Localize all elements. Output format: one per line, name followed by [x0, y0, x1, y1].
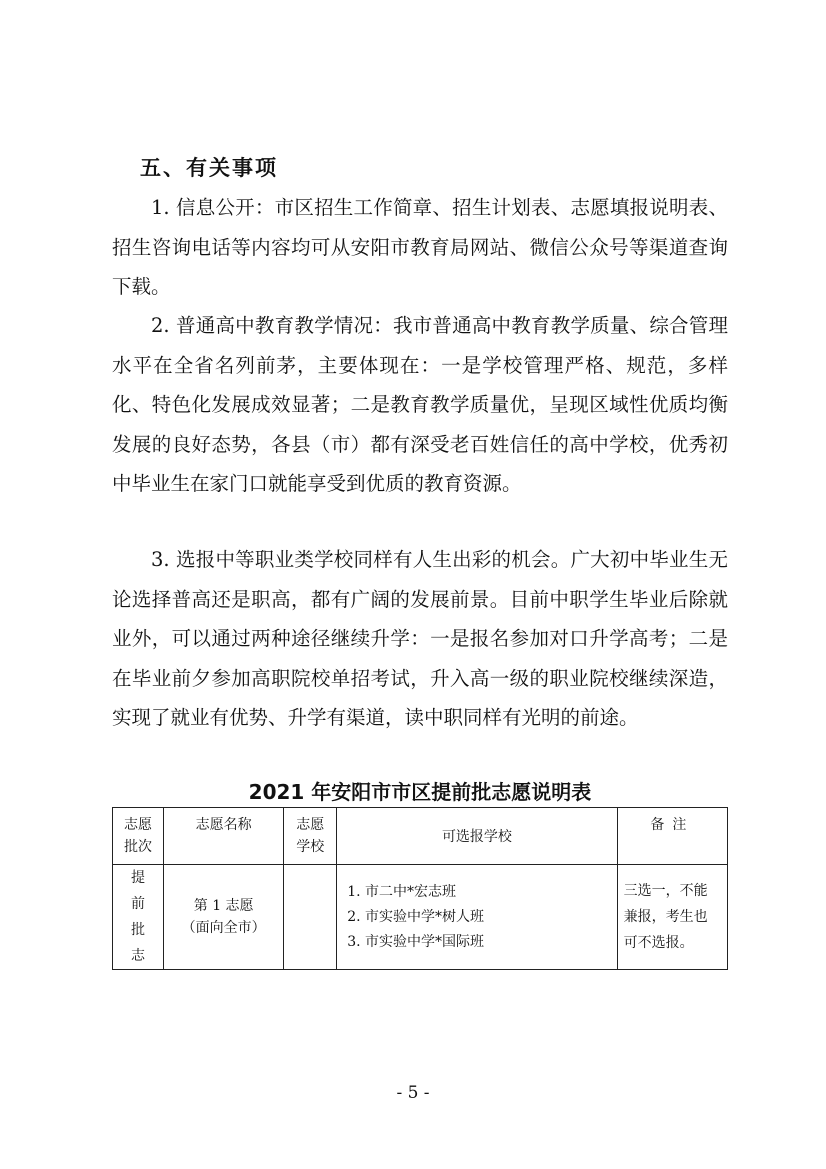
paragraph-vocational-school: 3. 选报中等职业类学校同样有人生出彩的机会。广大初中毕业生无论选择普高还是职高，都有广阔的发展前景。目前中职学生毕业后除就业外，可以通过两种途径继续升学：一是报名参加对口升学高考；二是在毕业前夕参加高职院校单招考试，升入高一级的职业院校继续深造，实现了就业有优势、升学有渠道，读中职同样有光明的前途。 [112, 548, 728, 729]
paragraph-high-school-quality: 2. 普通高中教育教学情况：我市普通高中教育教学质量、综合管理水平在全省名列前茅，主要体现在：一是学校管理严格、规范，多样化、特色化发展成效显著；二是教育教学质量优，呈现区域性优质均衡发展的良好态势，各县（市）都有深受老百姓信任的高中学校，优秀初中毕业生在家门口就能享受到优质的教育资源。 [112, 314, 728, 495]
cell-school [284, 865, 337, 970]
volunteer-table [112, 807, 728, 970]
header-school: 志愿 学校 [284, 808, 337, 865]
header-batch: 志愿 批次 [113, 808, 164, 865]
section-heading: 五、有关事项 [140, 156, 278, 180]
option-item: 1. 市二中*宏志班 [347, 883, 457, 900]
page-number: - 5 - [396, 1083, 430, 1103]
header-remarks: 备注 [617, 808, 727, 865]
option-item: 3. 市实验中学*国际班 [347, 933, 485, 950]
header-options: 可选报学校 [337, 808, 617, 865]
option-item: 2. 市实验中学*树人班 [347, 908, 485, 925]
table-header-row [113, 808, 728, 865]
cell-options [337, 865, 617, 970]
table-title: 2021 年安阳市市区提前批志愿说明表 [248, 780, 592, 804]
cell-batch: 提 前 批 志 [113, 865, 164, 970]
table-row [113, 865, 728, 970]
cell-remarks: 三选一，不能兼报，考生也可不选报。 [617, 865, 727, 970]
cell-name: 第 1 志愿 （面向全市） [164, 865, 284, 970]
header-name: 志愿名称 [164, 808, 284, 865]
paragraph-info-disclosure: 1. 信息公开：市区招生工作简章、招生计划表、志愿填报说明表、招生咨询电话等内容均可从安阳市教育局网站、微信公众号等渠道查询下载。 [112, 196, 728, 298]
